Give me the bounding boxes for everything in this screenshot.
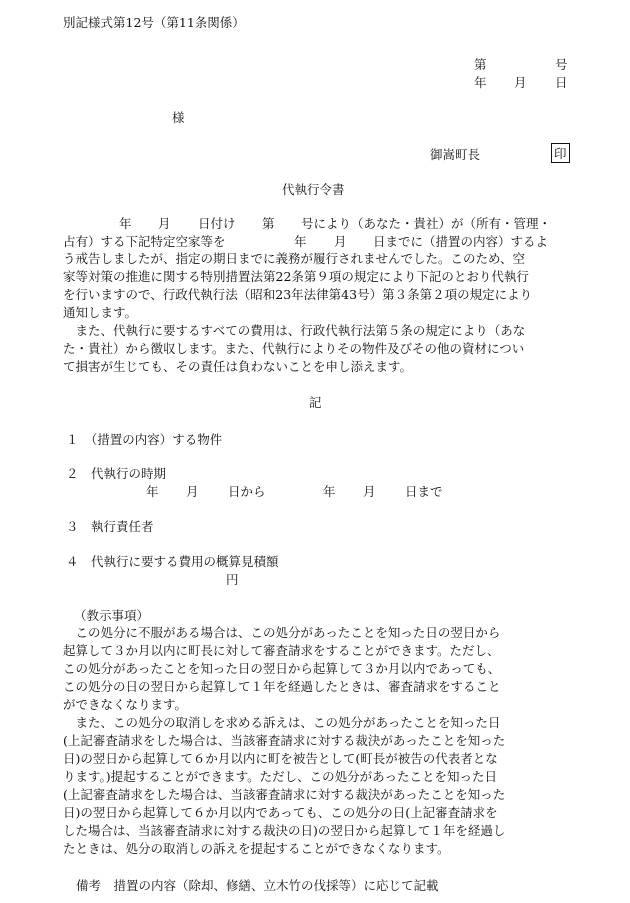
text-line: この処分の日の翌日から起算して１年を経過したときは、審査請求をすること (63, 679, 501, 694)
text-line: たときは、処分の取消しの訴えを提起することができなくなります。 (63, 841, 450, 856)
text-line: 通知します。 (63, 305, 138, 320)
text-line: 家等対策の推進に関する特別措置法第22条第９項の規定により下記のとおり代執行 (63, 269, 529, 284)
deadline-year: 年 (294, 234, 307, 249)
deadline-month: 月 (334, 234, 347, 249)
text-line: (上記審査請求をした場合は、当該審査請求に対する裁決があったことを知った (63, 733, 506, 748)
text-line: う戒告しましたが、指定の期日までに義務が履行されませんでした。このため、空 (63, 251, 526, 266)
period-end-day: 日まで (405, 484, 443, 499)
doc-number-prefix: 第 (474, 57, 487, 72)
period-start-day: 日から (228, 484, 266, 499)
text-line: また、この処分の取消しを求める訴えは、この処分があったことを知った日 (63, 715, 501, 730)
par1-line2-d: 日までに（措置の内容）するよ (373, 234, 549, 249)
text-line: ができなくなります。 (63, 697, 188, 712)
date-month: 月 (514, 75, 527, 90)
seal-mark: 印 (551, 143, 570, 163)
ref-month: 月 (158, 216, 171, 231)
document-title: 代執行令書 (282, 182, 345, 197)
notice-heading: （教示事項） (74, 608, 150, 623)
ref-number-rest: 号により（あなた・貴社）が（所有・管理・ (301, 216, 552, 231)
text-line: この処分があったことを知った日の翌日から起算して３か月以内であっても、 (63, 661, 501, 676)
remark: 備考 措置の内容（除却、修繕、立木竹の伐採等）に応じて記載 (76, 878, 439, 893)
text-line: した場合は、当該審査請求に対する裁決の日)の翌日から起算して１年を経過し (63, 823, 506, 838)
ref-year: 年 (119, 216, 132, 231)
item-2: ２ 代執行の時期 (66, 466, 167, 481)
item-4-unit: 円 (226, 572, 239, 587)
text-line: 日)の翌日から起算して６か月以内に町を被告として(町長が被告の代表者とな (63, 751, 498, 766)
item-4: ４ 代執行に要する費用の概算見積額 (66, 554, 279, 569)
text-line: (上記審査請求をした場合は、当該審査請求に対する裁決があったことを知った (63, 787, 506, 802)
paragraph-1-rest (63, 250, 573, 322)
text-line: て損害が生じても、その責任は負わないことを申し添えます。 (63, 359, 413, 374)
text-line: を行いますので、行政代執行法（昭和23年法律第43号）第３条第２項の規定により (63, 287, 533, 302)
period-end-month: 月 (363, 484, 376, 499)
addressee-suffix: 様 (172, 110, 185, 125)
item-1: １ （措置の内容）する物件 (66, 432, 223, 447)
period-end-year: 年 (323, 484, 336, 499)
par1-line2-a: 占有）する下記特定空家等を (63, 234, 226, 249)
issuer-name: 御嵩町長 (430, 147, 481, 162)
date-day: 日 (555, 75, 568, 90)
text-line: ります。)提起することができます。ただし、この処分があったことを知った日 (63, 769, 498, 784)
form-label: 別記様式第12号（第11条関係） (63, 15, 245, 30)
ref-day: 日付け (198, 216, 236, 231)
ref-number-prefix: 第 (262, 216, 275, 231)
period-start-year: 年 (146, 484, 159, 499)
period-start-month: 月 (186, 484, 199, 499)
paragraph-2 (63, 322, 573, 376)
text-line: この処分に不服がある場合は、この処分があったことを知った日の翌日から (63, 625, 501, 640)
text-line: た・貴社）から徴収します。また、代執行によりその物件及びその他の資材につい (63, 341, 525, 356)
text-line: 起算して３か月以内に町長に対して審査請求をすることができます。ただし、 (63, 643, 500, 658)
text-line: また、代執行に要するすべての費用は、行政代執行法第５条の規定により（あな (63, 323, 526, 338)
date-year: 年 (474, 75, 487, 90)
doc-number-suffix: 号 (555, 57, 568, 72)
item-3: ３ 執行責任者 (66, 519, 154, 534)
text-line: 日)の翌日から起算して６か月以内であっても、この処分の日(上記審査請求を (63, 805, 498, 820)
notice-body (63, 624, 573, 858)
ki-heading: 記 (309, 395, 322, 410)
